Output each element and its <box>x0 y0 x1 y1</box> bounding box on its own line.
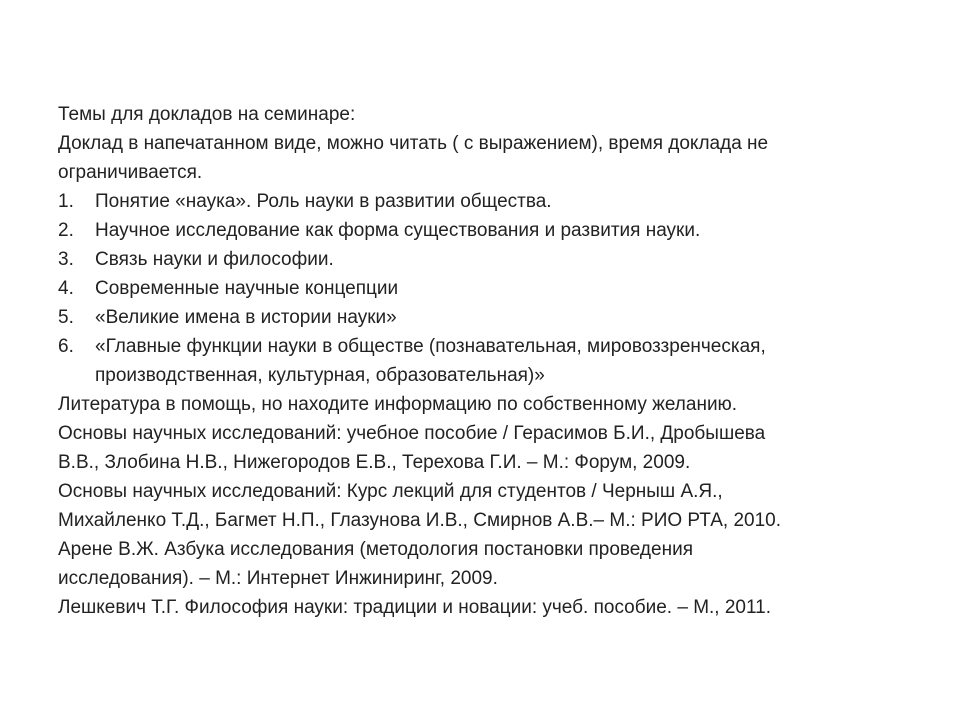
topic-text <box>95 332 918 390</box>
topic-text-line: «Главные функции науки в обществе (познавательная, мировоззренческая, <box>95 336 766 357</box>
reference-line: В.В., Злобина Н.В., Нижегородов Е.В., Терехова Г.И. – М.: Форум, 2009. <box>58 452 691 473</box>
reference-line: Михайленко Т.Д., Багмет Н.П., Глазунова И.В., Смирнов А.В.– М.: РИО РТА, 2010. <box>58 510 782 531</box>
topic-number: 1. <box>58 191 74 212</box>
reference-line: исследования). – М.: Интернет Инжиниринг, 2009. <box>58 568 498 589</box>
topic-text-line: Понятие «наука». Роль науки в развитии общества. <box>95 191 552 212</box>
topic-number: 4. <box>58 278 74 299</box>
topic-item-5 <box>58 303 918 332</box>
slide-content <box>58 100 918 622</box>
topic-text-line: «Великие имена в истории науки» <box>95 307 397 328</box>
intro-line-1: Доклад в напечатанном виде, можно читать ( с выражением), время доклада не <box>58 133 769 154</box>
topic-number: 2. <box>58 220 74 241</box>
topic-text-line: Современные научные концепции <box>95 278 399 299</box>
reference-3 <box>58 535 918 593</box>
topic-number: 5. <box>58 307 74 328</box>
reference-2 <box>58 477 918 535</box>
topics-list <box>58 187 918 390</box>
reference-line: Основы научных исследований: Курс лекций для студентов / Черныш А.Я., <box>58 481 723 502</box>
topic-text <box>95 216 918 245</box>
topic-item-3 <box>58 245 918 274</box>
topic-item-1 <box>58 187 918 216</box>
topic-text <box>95 274 918 303</box>
topic-text <box>95 187 918 216</box>
topic-item-4 <box>58 274 918 303</box>
reference-line: Лешкевич Т.Г. Философия науки: традиции и новации: учеб. пособие. – М., 2011. <box>58 597 771 618</box>
topic-text-line: производственная, культурная, образовательная)» <box>95 365 545 386</box>
reference-4 <box>58 593 918 622</box>
topic-text <box>95 303 918 332</box>
reference-line: Основы научных исследований: учебное пособие / Герасимов Б.И., Дробышева <box>58 423 766 444</box>
topic-number: 3. <box>58 249 74 270</box>
topic-number: 6. <box>58 336 74 357</box>
reference-line: Арене В.Ж. Азбука исследования (методология постановки проведения <box>58 539 693 560</box>
topic-text-line: Связь науки и философии. <box>95 249 334 270</box>
slide-heading: Темы для докладов на семинаре: <box>58 104 356 125</box>
intro-line-2: ограничивается. <box>58 162 203 183</box>
topic-text <box>95 245 918 274</box>
topic-item-6 <box>58 332 918 390</box>
topic-item-2 <box>58 216 918 245</box>
reference-1 <box>58 419 918 477</box>
topic-text-line: Научное исследование как форма существования и развития науки. <box>95 220 701 241</box>
literature-note: Литература в помощь, но находите информацию по собственному желанию. <box>58 394 738 415</box>
